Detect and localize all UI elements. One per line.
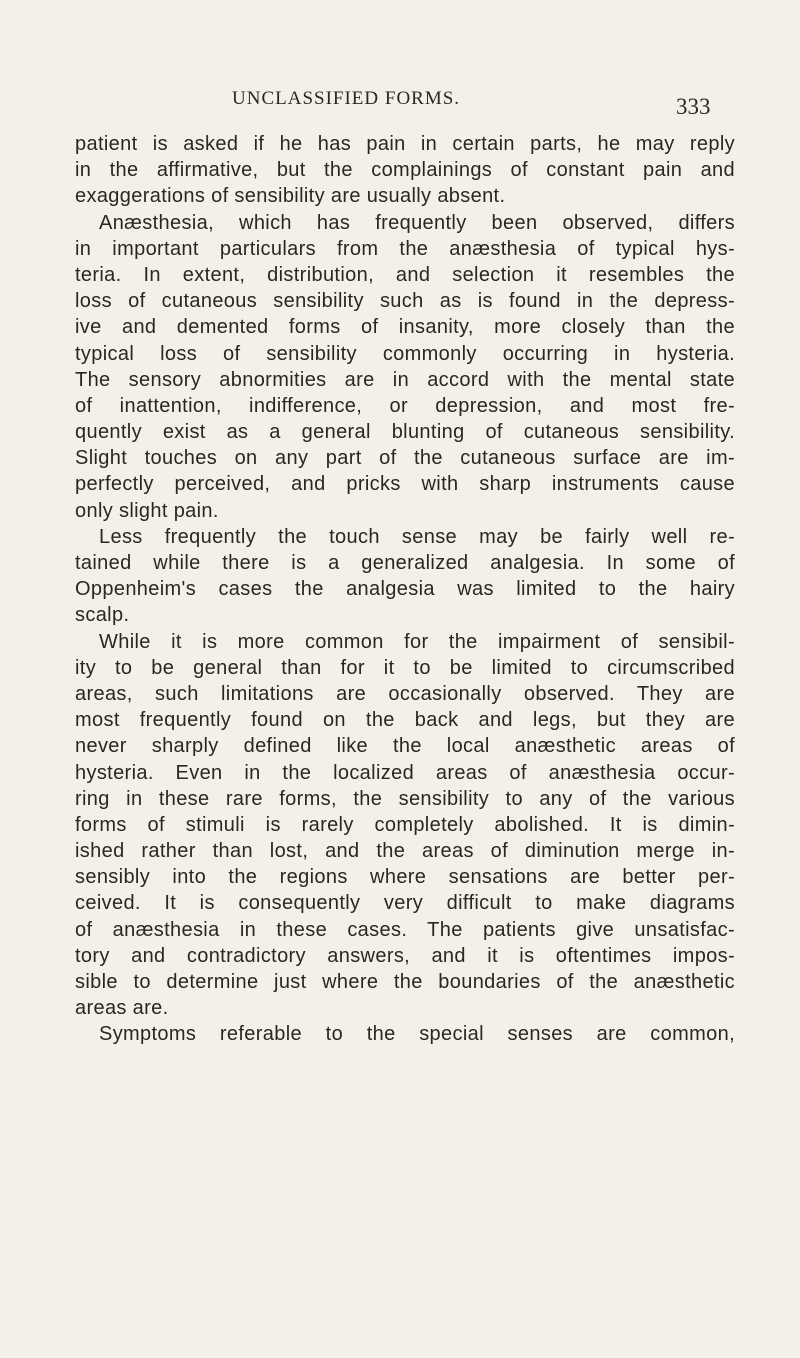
text-line: teria. In extent, distribution, and selection it resembles the	[75, 263, 735, 286]
text-line: Oppenheim's cases the analgesia was limited to the hairy	[75, 578, 735, 601]
text-line: tained while there is a generalized analgesia. In some of	[75, 552, 735, 574]
text-line: Less frequently the touch sense may be fairly well re-	[99, 525, 735, 548]
text-line: areas, such limitations are occasionally observed. They are	[75, 682, 735, 705]
text-line: most frequently found on the back and legs, but they are	[75, 709, 735, 732]
text-line: While it is more common for the impairment of sensibil-	[99, 630, 735, 653]
text-line: loss of cutaneous sensibility such as is found in the depress-	[75, 290, 735, 313]
text-line: only slight pain.	[75, 499, 219, 522]
text-line: Slight touches on any part of the cutaneous surface are im-	[75, 447, 735, 470]
text-line: ive and demented forms of insanity, more closely than the	[75, 316, 735, 339]
text-line: patient is asked if he has pain in certain parts, he may reply	[75, 133, 735, 155]
running-head: UNCLASSIFIED FORMS.	[232, 88, 461, 109]
text-line: tory and contradictory answers, and it is oftentimes impos-	[75, 944, 735, 967]
text-line: forms of stimuli is rarely completely abolished. It is dimin-	[75, 813, 735, 836]
text-line: of inattention, indifference, or depression, and most fre-	[75, 394, 735, 417]
text-line: quently exist as a general blunting of cutaneous sensibility.	[75, 421, 735, 444]
text-line: sensibly into the regions where sensations are better per-	[75, 866, 735, 889]
text-line: Symptoms referable to the special senses are common,	[99, 1023, 735, 1046]
text-line: areas are.	[75, 997, 169, 1020]
text-line: ity to be general than for it to be limited to circumscribed	[75, 656, 735, 679]
text-line: never sharply defined like the local anæsthetic areas of	[75, 735, 735, 758]
text-line: ished rather than lost, and the areas of diminution merge in-	[75, 840, 735, 863]
page-number: 333	[676, 94, 711, 119]
body-text	[75, 131, 735, 1048]
text-line: perfectly perceived, and pricks with sharp instruments cause	[75, 473, 735, 496]
text-line: in important particulars from the anæsthesia of typical hys-	[75, 237, 735, 260]
text-line: ceived. It is consequently very difficult to make diagrams	[75, 892, 735, 915]
text-line: typical loss of sensibility commonly occurring in hysteria.	[75, 342, 735, 365]
text-line: The sensory abnormities are in accord with the mental state	[75, 368, 735, 391]
text-line: exaggerations of sensibility are usually absent.	[75, 185, 506, 208]
text-line: hysteria. Even in the localized areas of anæsthesia occur-	[75, 761, 735, 784]
text-line: sible to determine just where the boundaries of the anæsthetic	[75, 971, 735, 993]
text-line: in the affirmative, but the complainings of constant pain and	[75, 159, 735, 182]
text-line: ring in these rare forms, the sensibility to any of the various	[75, 787, 735, 810]
text-line: of anæsthesia in these cases. The patients give unsatisfac-	[75, 918, 735, 941]
text-line: scalp.	[75, 604, 130, 627]
text-line: Anæsthesia, which has frequently been observed, differs	[99, 211, 735, 234]
